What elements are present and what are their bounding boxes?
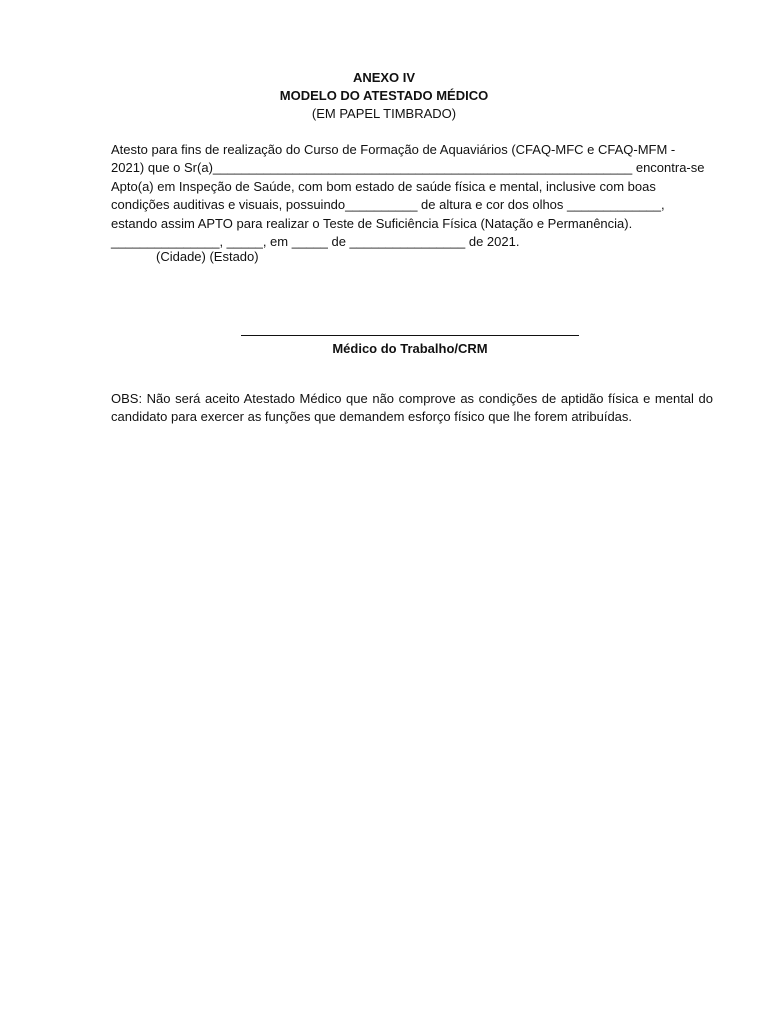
signature-label: Médico do Trabalho/CRM [332,341,488,356]
signature-line [241,321,579,336]
location-labels: (Cidade) (Estado) [156,249,259,264]
document-header [0,69,768,123]
letterhead-note: (EM PAPEL TIMBRADO) [311,106,457,121]
body-line: condições auditivas e visuais, possuindo__________ de altura e cor dos olhos _____________, [111,197,665,213]
body-line: 2021) que o Sr(a)__________________________________________________________ encontra-se [111,160,705,176]
document-title: MODELO DO ATESTADO MÉDICO [279,88,489,103]
body-line: Atesto para fins de realização do Curso de Formação de Aquaviários (CFAQ-MFC e CFAQ-MFM - [111,142,676,157]
certificate-body [111,141,713,251]
signature-block [240,321,580,358]
date-location-line: _______________, _____, em _____ de ________________ de 2021. [111,234,520,250]
annex-title: ANEXO IV [352,70,416,85]
body-line: estando assim APTO para realizar o Teste de Suficiência Física (Natação e Permanência). [111,215,633,231]
body-line: Apto(a) em Inspeção de Saúde, com bom estado de saúde física e mental, inclusive com boas [111,178,656,194]
observation-note: OBS: Não será aceito Atestado Médico que não comprove as condições de aptidão física e mental do candidato para exercer as funções que demandem esforço físico que lhe forem atribuídas. [111,391,713,425]
